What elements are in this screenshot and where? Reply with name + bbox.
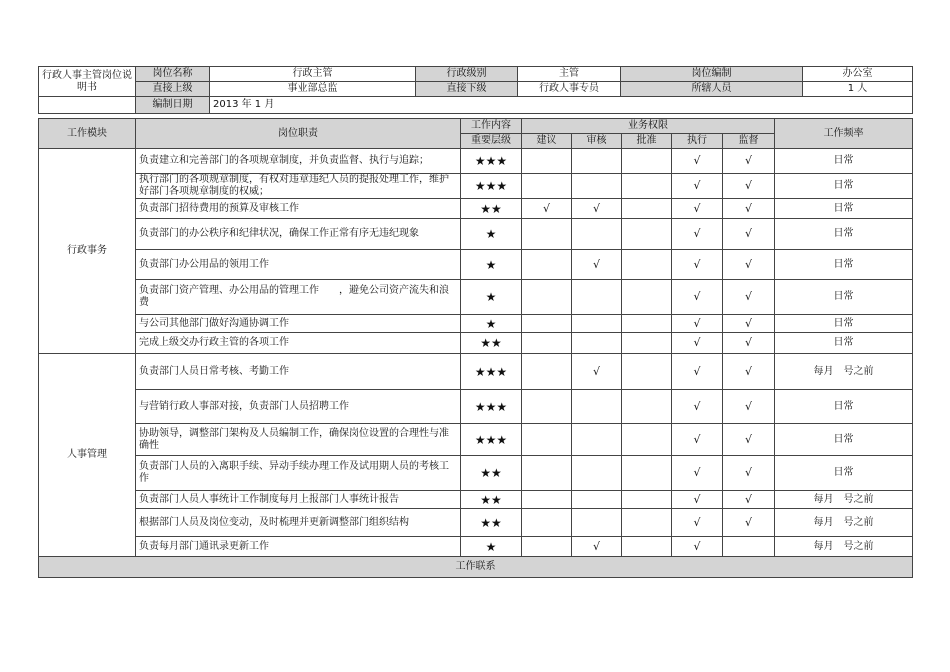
- empty-cell: [39, 97, 136, 114]
- authority-check: [622, 250, 672, 280]
- importance-stars: ★: [461, 280, 522, 315]
- authority-check: √: [723, 424, 775, 456]
- authority-check: [522, 315, 572, 333]
- duty-cell: 执行部门的各项规章制度，有权对违章违纪人员的提报处理工作，维护好部门各项规章制度的权威；: [136, 174, 461, 199]
- authority-check: √: [723, 390, 775, 424]
- authority-check: [522, 509, 572, 537]
- date-value: 2013 年 1 月: [210, 97, 913, 114]
- duty-cell: 根据部门人员及岗位变动，及时梳理并更新调整部门组织结构: [136, 509, 461, 537]
- duty-cell: 负责建立和完善部门的各项规章制度，并负责监督、执行与追踪；: [136, 149, 461, 174]
- authority-check: √: [672, 315, 723, 333]
- col-importance-header-bottom: 重要层级: [461, 134, 522, 149]
- field-label: 直接下级: [416, 82, 518, 97]
- authority-check: √: [672, 333, 723, 354]
- authority-check: [622, 354, 672, 390]
- duties-table: [38, 118, 913, 578]
- importance-stars: ★: [461, 219, 522, 250]
- module-cell: 人事管理: [39, 354, 136, 557]
- importance-stars: ★★★: [461, 354, 522, 390]
- authority-check: [622, 333, 672, 354]
- authority-check: √: [672, 219, 723, 250]
- authority-check: √: [723, 174, 775, 199]
- duty-cell: 负责每月部门通讯录更新工作: [136, 537, 461, 557]
- importance-stars: ★★: [461, 456, 522, 491]
- table-row: [39, 424, 913, 456]
- authority-check: √: [572, 250, 622, 280]
- table-row: [39, 390, 913, 424]
- authority-check: [622, 199, 672, 219]
- authority-check: √: [672, 250, 723, 280]
- authority-check: [522, 149, 572, 174]
- authority-check: [522, 250, 572, 280]
- authority-check: √: [723, 149, 775, 174]
- duty-cell: 完成上级交办行政主管的各项工作: [136, 333, 461, 354]
- col-importance-header-top: 工作内容: [461, 119, 522, 134]
- authority-check: √: [672, 280, 723, 315]
- authority-check: √: [723, 199, 775, 219]
- authority-check: [522, 491, 572, 509]
- authority-check: √: [522, 199, 572, 219]
- authority-check: [572, 390, 622, 424]
- field-label: 直接上级: [136, 82, 210, 97]
- authority-check: √: [723, 219, 775, 250]
- authority-check: √: [572, 537, 622, 557]
- duty-cell: 与公司其他部门做好沟通协调工作: [136, 315, 461, 333]
- table-row: [39, 149, 913, 174]
- importance-stars: ★★: [461, 333, 522, 354]
- authority-check: [572, 174, 622, 199]
- frequency-cell: 日常: [775, 219, 913, 250]
- authority-check: [522, 174, 572, 199]
- field-value: 办公室: [803, 67, 913, 82]
- authority-check: √: [572, 199, 622, 219]
- auth-col-approve: 批准: [622, 134, 672, 149]
- col-duty-header: 岗位职责: [136, 119, 461, 149]
- frequency-cell: 每月 号之前: [775, 537, 913, 557]
- importance-stars: ★★★: [461, 424, 522, 456]
- importance-stars: ★★: [461, 509, 522, 537]
- auth-col-suggest: 建议: [522, 134, 572, 149]
- authority-check: [622, 390, 672, 424]
- authority-check: [572, 509, 622, 537]
- authority-check: √: [723, 250, 775, 280]
- auth-col-execute: 执行: [672, 134, 723, 149]
- field-label: 所辖人员: [621, 82, 803, 97]
- col-frequency-header: 工作频率: [775, 119, 913, 149]
- module-cell: 行政事务: [39, 149, 136, 354]
- col-module-header: 工作模块: [39, 119, 136, 149]
- col-authority-header: 业务权限: [522, 119, 775, 134]
- authority-check: [622, 509, 672, 537]
- authority-check: [572, 491, 622, 509]
- table-row: [39, 509, 913, 537]
- table-row: [39, 537, 913, 557]
- duty-cell: 负责部门招待费用的预算及审核工作: [136, 199, 461, 219]
- frequency-cell: 每月 号之前: [775, 491, 913, 509]
- frequency-cell: 日常: [775, 333, 913, 354]
- importance-stars: ★★★: [461, 149, 522, 174]
- authority-check: [522, 354, 572, 390]
- authority-check: [522, 456, 572, 491]
- importance-stars: ★: [461, 315, 522, 333]
- frequency-cell: 日常: [775, 250, 913, 280]
- table-row: [39, 354, 913, 390]
- frequency-cell: 日常: [775, 280, 913, 315]
- frequency-cell: 日常: [775, 315, 913, 333]
- authority-check: √: [672, 424, 723, 456]
- authority-check: √: [672, 199, 723, 219]
- authority-check: [622, 280, 672, 315]
- authority-check: [622, 537, 672, 557]
- field-value: 事业部总监: [210, 82, 416, 97]
- authority-check: [522, 390, 572, 424]
- doc-title: 行政人事主管岗位说明书: [39, 67, 136, 97]
- authority-check: [622, 315, 672, 333]
- table-row: [39, 456, 913, 491]
- authority-check: [572, 456, 622, 491]
- authority-check: √: [723, 333, 775, 354]
- date-label: 编制日期: [136, 97, 210, 114]
- authority-check: [522, 280, 572, 315]
- importance-stars: ★: [461, 537, 522, 557]
- importance-stars: ★★★: [461, 390, 522, 424]
- authority-check: √: [672, 149, 723, 174]
- auth-col-supervise: 监督: [723, 134, 775, 149]
- field-label: 岗位编制: [621, 67, 803, 82]
- authority-check: [572, 149, 622, 174]
- frequency-cell: 日常: [775, 149, 913, 174]
- table-row: [39, 491, 913, 509]
- authority-check: √: [723, 280, 775, 315]
- authority-check: [572, 424, 622, 456]
- authority-check: [572, 315, 622, 333]
- authority-check: [723, 537, 775, 557]
- authority-check: [522, 219, 572, 250]
- authority-check: [572, 333, 622, 354]
- field-value: 主管: [518, 67, 621, 82]
- authority-check: √: [723, 491, 775, 509]
- duty-cell: 负责部门人员人事统计工作制度每月上报部门人事统计报告: [136, 491, 461, 509]
- work-relations-header: 工作联系: [39, 557, 913, 578]
- duty-cell: 负责部门资产管理、办公用品的管理工作 ，避免公司资产流失和浪费: [136, 280, 461, 315]
- auth-col-review: 审核: [572, 134, 622, 149]
- authority-check: √: [672, 537, 723, 557]
- authority-check: [622, 491, 672, 509]
- authority-check: [622, 219, 672, 250]
- authority-check: √: [723, 354, 775, 390]
- frequency-cell: 每月 号之前: [775, 509, 913, 537]
- authority-check: [522, 333, 572, 354]
- duty-cell: 负责部门的办公秩序和纪律状况，确保工作正常有序无违纪现象: [136, 219, 461, 250]
- authority-check: [622, 149, 672, 174]
- authority-check: [572, 219, 622, 250]
- frequency-cell: 日常: [775, 174, 913, 199]
- duty-cell: 负责部门人员的入离职手续、异动手续办理工作及试用期人员的考核工作: [136, 456, 461, 491]
- position-info-table: [38, 66, 913, 114]
- authority-check: √: [672, 491, 723, 509]
- frequency-cell: 日常: [775, 424, 913, 456]
- authority-check: [522, 537, 572, 557]
- field-value: 行政主管: [210, 67, 416, 82]
- table-row: [39, 174, 913, 199]
- duty-cell: 与营销行政人事部对接，负责部门人员招聘工作: [136, 390, 461, 424]
- table-row: [39, 280, 913, 315]
- authority-check: √: [723, 509, 775, 537]
- authority-check: √: [672, 456, 723, 491]
- authority-check: [622, 174, 672, 199]
- authority-check: √: [672, 354, 723, 390]
- table-row: [39, 333, 913, 354]
- importance-stars: ★★: [461, 491, 522, 509]
- duty-cell: 负责部门人员日常考核、考勤工作: [136, 354, 461, 390]
- field-value: 1 人: [803, 82, 913, 97]
- importance-stars: ★: [461, 250, 522, 280]
- authority-check: √: [572, 354, 622, 390]
- frequency-cell: 日常: [775, 456, 913, 491]
- table-row: [39, 250, 913, 280]
- duty-cell: 负责部门办公用品的领用工作: [136, 250, 461, 280]
- authority-check: √: [672, 390, 723, 424]
- table-row: [39, 219, 913, 250]
- authority-check: [622, 456, 672, 491]
- importance-stars: ★★: [461, 199, 522, 219]
- field-label: 行政级别: [416, 67, 518, 82]
- authority-check: √: [723, 315, 775, 333]
- frequency-cell: 日常: [775, 390, 913, 424]
- table-row: [39, 199, 913, 219]
- importance-stars: ★★★: [461, 174, 522, 199]
- frequency-cell: 日常: [775, 199, 913, 219]
- authority-check: √: [672, 509, 723, 537]
- authority-check: [522, 424, 572, 456]
- field-label: 岗位名称: [136, 67, 210, 82]
- authority-check: √: [672, 174, 723, 199]
- field-value: 行政人事专员: [518, 82, 621, 97]
- authority-check: [572, 280, 622, 315]
- authority-check: [622, 424, 672, 456]
- frequency-cell: 每月 号之前: [775, 354, 913, 390]
- authority-check: √: [723, 456, 775, 491]
- table-row: [39, 315, 913, 333]
- duty-cell: 协助领导，调整部门架构及人员编制工作，确保岗位设置的合理性与准确性: [136, 424, 461, 456]
